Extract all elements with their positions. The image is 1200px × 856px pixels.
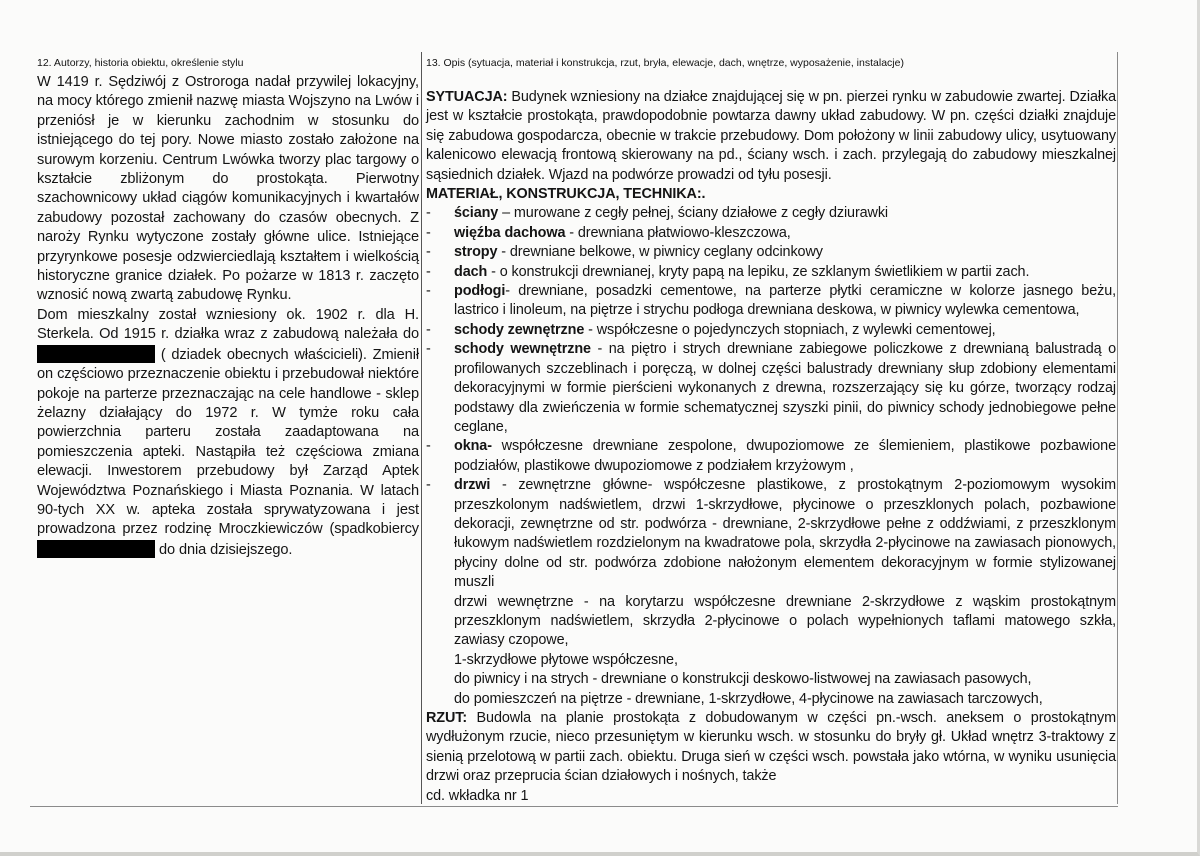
list-item bbox=[426, 263, 1116, 282]
item-text: - drewniane, posadzki cementowe, na parterze płytki ceramiczne w kolorze jasnego beżu, lastrico i linoleum, na piętrze i strychu podłoga drewniana deskowa, w piwnicy wylewka cementowa, bbox=[454, 283, 1116, 319]
item-text: - na piętro i strych drewniane zabiegowe policzkowe z drewnianą balustradą o profilowanych szczeblinach i poręczą, w dolnej części balustrady drewniany słup zdobiony elementami dekoracyjnymi w formie pierścieni wykonanych z drewna, rozszerzający się ku górze, tworzący rodzaj podstawy dla zwieńczenia w formie schematycznej szyszki pinii, do piwnicy schody jednobiegowe pełne ceglane, bbox=[454, 341, 1116, 435]
list-item-text bbox=[454, 263, 1116, 282]
item-label: schody wewnętrzne bbox=[454, 341, 591, 358]
list-dash: - bbox=[426, 341, 431, 358]
list-dash: - bbox=[426, 438, 431, 455]
list-item-text bbox=[454, 437, 1116, 476]
plan-text: Budowla na planie prostokąta z dobudowanym w części pn.-wsch. aneksem o prostokątnym wydłużonym rzucie, nieco przesuniętym w kierunku wsch. w stosunku do bryły gł. Układ wnętrz 3-traktowy z sienią przelotową w partii zach. obiektu. Druga sień w części wsch. powstała jako wtórna, w wyniku usunięcia drzwi oraz przeprucia ścian działowych i nośnych, także bbox=[426, 710, 1116, 785]
history-paragraph-2 bbox=[37, 306, 419, 560]
door-line: do piwnicy i na strych - drewniane o konstrukcji deskowo-listwowej na zawiasach pasowych, bbox=[454, 671, 1032, 688]
list-dash: - bbox=[426, 244, 431, 261]
material-heading: MATERIAŁ, KONSTRUKCJA, TECHNIKA:. bbox=[426, 186, 706, 203]
list-item bbox=[426, 243, 1116, 262]
door-line: do pomieszczeń na piętrze - drewniane, 1-skrzydłowe, 4-płycinowe na zawiasach tarczowych, bbox=[454, 690, 1043, 707]
material-list bbox=[426, 204, 1116, 592]
door-line: 1-skrzydłowe płytowe współczesne, bbox=[454, 651, 678, 668]
item-text: - o konstrukcji drewnianej, kryty papą na lepiku, ze szklanym świetlikiem w partii zach. bbox=[487, 263, 1030, 280]
description-header: 13. Opis (sytuacja, materiał i konstrukcja, rzut, bryła, elewacje, dach, wnętrze, wyposażenie, instalacje) bbox=[426, 57, 904, 69]
situation-text: Budynek wzniesiony na działce znajdującej się w pn. pierzei rynku w zabudowie zwartej. Działka jest w kształcie prostokąta, prawdopodobnie powtarza dawny układ zabudowy. W pn. części działki znajduje się zabudowa gospodarcza, obecnie w trakcie przebudowy. Dom położony w linii zabudowy ulicy, usytuowany kalenicowo elewacją frontową skierowany na pd., ściany wsch. i zach. przylegają do zabudowy mieszkalnej sąsiednich działek. Wjazd na podwórze prowadzi od tyłu posesji. bbox=[426, 89, 1116, 183]
list-item-text bbox=[454, 340, 1116, 437]
item-text: - zewnętrzne główne- współczesne plastikowe, z prostokątnym 2-poziomowym wysokim przeszkolonym nadświetlem, drzwi 1-skrzydłowe, płycinowe o przeszklonych polach, pozbawione dekoracji, zewnętrzne od str. podwórza - drewniane, 2-skrzydłowe pełne z oddźwiami, z przeszklonym łukowym nadświetlem rozdzielonym na kwadratowe pola, skrzydła 2-płycinowe na zawiasach pionowych, płyciny dolne od str. podwórza zdobione nałożonym elementem dekoracyjnym w formie stylizowanej muszli bbox=[454, 477, 1116, 591]
list-item bbox=[426, 476, 1116, 592]
list-item bbox=[426, 340, 1116, 437]
item-text: - drewniane belkowe, w piwnicy ceglany odcinkowy bbox=[497, 244, 823, 261]
history-text-c: do dnia dzisiejszego. bbox=[158, 541, 293, 558]
list-item-text bbox=[454, 476, 1116, 592]
history-text-b: ( dziadek obecnych właścicieli). Zmienił on częściowo przeznaczenie obiektu i przebudował niektóre pokoje na parterze przeznaczając na cele handlowe - sklep żelazny działający do 1972 r. W tymże roku cała powierzchnia parteru została zaadaptowana na pomieszczenia apteki. Nastąpiła też częściowa zmiana elewacji. Inwestorem przebudowy był Zarząd Aptek Województwa Poznańskiego i Miasta Poznania. W latach 90-tych XX w. apteka została sprywatyzowana i jest prowadzona przez rodzinę Mroczkiewiczów (spadkobiercy bbox=[37, 346, 419, 538]
list-dash: - bbox=[426, 263, 431, 280]
item-text: - współczesne o pojedynczych stopniach, z wylewki cementowej, bbox=[584, 321, 996, 338]
redaction-box bbox=[37, 540, 155, 558]
situation-paragraph bbox=[426, 88, 1116, 185]
description-column bbox=[426, 56, 1116, 806]
list-item-text bbox=[454, 204, 1116, 223]
list-item-text bbox=[454, 224, 1116, 243]
item-label: stropy bbox=[454, 244, 498, 261]
plan-label: RZUT: bbox=[426, 710, 468, 726]
list-dash: - bbox=[426, 321, 431, 338]
list-item bbox=[426, 282, 1116, 321]
list-item-text bbox=[454, 243, 1116, 262]
door-line: drzwi wewnętrzne - na korytarzu współczesne drewniane 2-skrzydłowe z wąskim prostokątnym przeszklonym nadświetlem, skrzydła 2-płycinowe o polach wypełnionych taflami matowego szkła, zawiasy czopowe, bbox=[454, 593, 1116, 649]
list-item-text bbox=[454, 321, 1116, 340]
interior-doors-block bbox=[426, 593, 1116, 709]
list-item bbox=[426, 437, 1116, 476]
history-column bbox=[37, 56, 419, 560]
history-text-a: Dom mieszkalny został wzniesiony ok. 1902 r. dla H. Sterkela. Od 1915 r. działka wraz z zabudową należała do bbox=[37, 306, 419, 343]
continuation-note: cd. wkładka nr 1 bbox=[426, 787, 529, 804]
list-item bbox=[426, 224, 1116, 243]
list-dash: - bbox=[426, 477, 431, 494]
redaction-box bbox=[37, 345, 155, 363]
plan-paragraph bbox=[426, 709, 1116, 787]
item-label: dach bbox=[454, 263, 488, 280]
history-header: 12. Autorzy, historia obiektu, określenie stylu bbox=[37, 57, 244, 69]
list-dash: - bbox=[426, 224, 431, 241]
item-label: podłogi bbox=[454, 283, 506, 300]
item-label: drzwi bbox=[454, 477, 491, 494]
list-item bbox=[426, 321, 1116, 340]
item-text: – murowane z cegły pełnej, ściany działowe z cegły dziurawki bbox=[498, 205, 889, 222]
column-divider bbox=[421, 52, 422, 804]
item-text: współczesne drewniane zespolone, dwupoziomowe ze ślemieniem, plastikowe pozbawione podziałów, plastikowe dwupoziomowe z podziałem krzyżowym , bbox=[454, 438, 1116, 474]
item-text: - drewniana płatwiowo-kleszczowa, bbox=[565, 224, 791, 241]
item-label: okna- bbox=[454, 438, 492, 455]
item-label: schody zewnętrzne bbox=[454, 321, 585, 338]
item-label: ściany bbox=[454, 205, 499, 222]
list-item bbox=[426, 204, 1116, 223]
history-paragraph-1: W 1419 r. Sędziwój z Ostroroga nadał przywilej lokacyjny, na mocy którego zmienił nazwę miasta Wojszyno na Lwów i przeniósł je w kierunku zachodnim w stosunku do istniejącego do tej pory. Nowe miasto zostało założone na surowym korzeniu. Centrum Lwówka tworzy plac targowy o kształcie zbliżonym do prostokąta. Pierwotny szachownicowy układ ciągów komunikacyjnych i kwartałów zabudowy pozostał zachowany do czasów obecnych. Z naroży Rynku wytyczone zostały główne ulice. Istniejące przyrynkowe posesje odzwierciedlają kształtem i wielkością historyczne granice działek. Po pożarze w 1813 r. zaczęto wznosić nową zwartą zabudowę Rynku. bbox=[37, 74, 419, 304]
bottom-border-line bbox=[30, 806, 1118, 807]
situation-label: SYTUACJA: bbox=[426, 89, 508, 105]
list-item-text bbox=[454, 282, 1116, 321]
list-dash: - bbox=[426, 205, 431, 222]
list-dash: - bbox=[426, 283, 431, 300]
right-border-line bbox=[1117, 52, 1118, 804]
item-label: więźba dachowa bbox=[454, 224, 566, 241]
